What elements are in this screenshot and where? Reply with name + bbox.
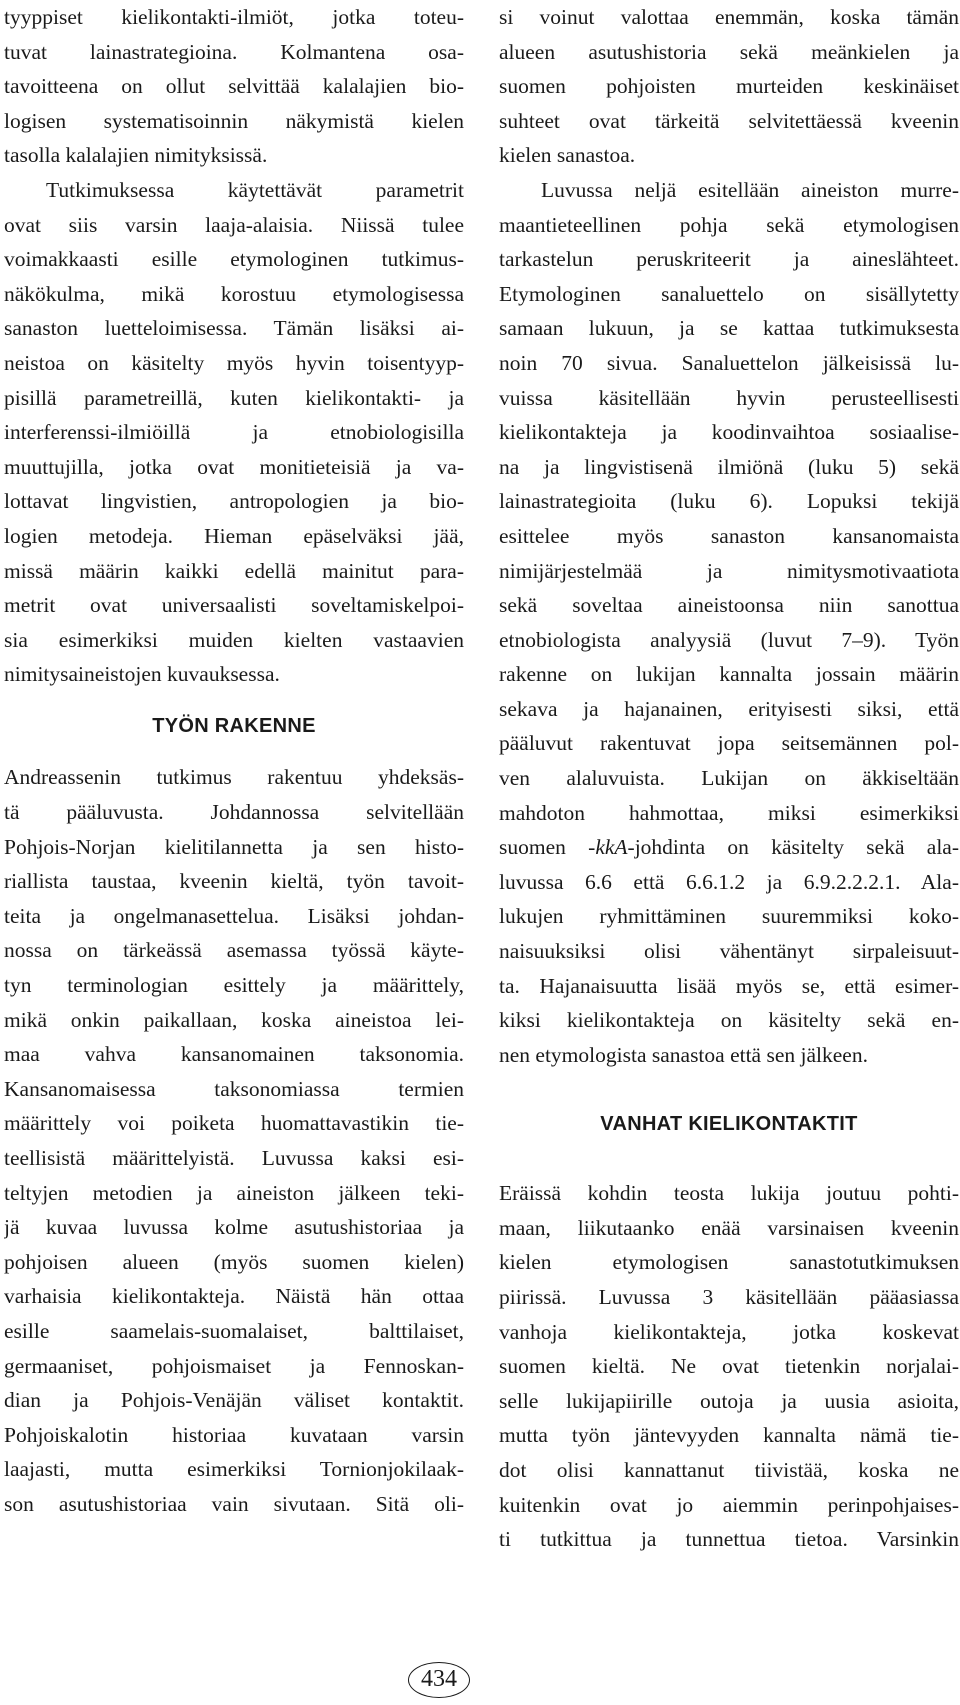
text-line: sanaston luetteloimisessa. Tämän lisäksi ai- <box>4 316 464 341</box>
text-line: maan, liikutaanko enää varsinaisen kveenin <box>499 1215 959 1240</box>
text-line: teltyjen metodien ja aineiston jälkeen teki- <box>4 1180 464 1205</box>
text-line: suomen pohjoisten murteiden keskinäiset <box>499 74 959 99</box>
text-line: ovat siis varsin laaja-alaisia. Niissä tulee <box>4 212 464 237</box>
section-heading: TYÖN RAKENNE <box>152 714 316 737</box>
text-line: metrit ovat universaalisti soveltamiskelpoi- <box>4 593 464 618</box>
text-line: sekava ja hajanainen, erityisesti siksi, että <box>499 696 959 721</box>
text-line: etnobiologista analyysiä (luvut 7–9). Työn <box>499 627 959 652</box>
text-line: lottavat lingvistien, antropologien ja bio- <box>4 489 464 514</box>
text-line: sia esimerkiksi muiden kielten vastaavien <box>4 627 464 652</box>
text-line: nimijärjestelmää ja nimitysmotivaatiota <box>499 558 959 583</box>
text-line: piirissä. Luvussa 3 käsitellään pääasiassa <box>499 1284 959 1309</box>
text-line: Pohjoiskalotin historiaa kuvataan varsin <box>4 1422 464 1447</box>
text-line: tä pääluvusta. Johdannossa selvitellään <box>4 800 464 825</box>
text-line <box>499 830 959 865</box>
text-line: missä määrin kaikki edellä mainitut para- <box>4 558 464 583</box>
text-line: kielen sanastoa. <box>499 143 636 168</box>
text-line: selle lukijapiirille outoja ja uusia asioita, <box>499 1388 959 1413</box>
text-line: tyyppiset kielikontakti-ilmiöt, jotka toteu- <box>4 5 464 29</box>
text-line: vanhoja kielikontakteja, jotka koskevat <box>499 1319 959 1344</box>
text-line: ven alaluvuista. Lukijan on äkkiseltään <box>499 766 959 791</box>
text-line: son asutushistoriaa vain sivutaan. Sitä oli- <box>4 1491 464 1516</box>
text-line: kielikontakteja ja koodinvaihtoa sosiaalise- <box>499 420 959 445</box>
right-column <box>499 0 959 1557</box>
text-segment: suomen - <box>499 835 596 860</box>
text-line: lukujen ryhmittäminen suuremmiksi koko- <box>499 904 959 929</box>
text-line: teellisistä määrittelyistä. Luvussa kaksi esi- <box>4 1146 464 1170</box>
text-line: kuitenkin ovat jo aiemmin perinpohjaises- <box>499 1492 959 1517</box>
text-line: Luvussa neljä esitellään aineiston murre- <box>541 177 959 202</box>
text-line: tasolla kalalajien nimityksissä. <box>4 143 268 168</box>
text-line: alueen asutushistoria sekä meänkielen ja <box>499 39 959 64</box>
text-line: samaan lukuun, ja se kattaa tutkimuksesta <box>499 316 959 341</box>
text-line: nimitysaineistojen kuvauksessa. <box>4 662 280 687</box>
paragraph <box>4 760 464 1521</box>
text-line: mahdoton hahmottaa, miksi esimerkiksi <box>499 800 959 825</box>
text-line: rakenne on lukijan kannalta jossain määrin <box>499 662 959 687</box>
section-heading: VANHAT KIELIKONTAKTIT <box>600 1113 858 1135</box>
text-line: Andreassenin tutkimus rakentuu yhdeksäs- <box>4 765 464 790</box>
paragraph <box>499 0 959 173</box>
left-column <box>4 0 464 1522</box>
text-line: maa vahva kansanomainen taksonomia. <box>4 1042 464 1067</box>
text-line: Tutkimuksessa käytettävät parametrit <box>46 177 464 202</box>
text-line: neistoa on käsitelty myös hyvin toisentyyp- <box>4 350 464 375</box>
paragraph <box>4 173 464 692</box>
text-line: Pohjois-Norjan kielitilannetta ja sen histo- <box>4 834 464 859</box>
text-line: interferenssi-ilmiöillä ja etnobiologisilla <box>4 420 464 445</box>
text-line: pohjoisen alueen (myös suomen kielen) <box>4 1249 464 1274</box>
text-line: varhaisia kielikontakteja. Näistä hän ottaa <box>4 1284 464 1309</box>
italic-suffix: kkA <box>595 835 628 860</box>
text-line: luvussa 6.6 että 6.6.1.2 ja 6.9.2.2.2.1. Ala- <box>499 869 959 894</box>
text-line: na ja lingvistisenä ilmiönä (luku 5) sekä <box>499 454 959 479</box>
page-number: 434 <box>408 1662 470 1698</box>
text-line: sekä soveltaa aineistoonsa niin sanottua <box>499 593 959 618</box>
text-line: nen etymologista sanastoa että sen jälkeen. <box>499 1042 868 1067</box>
text-line: lainastrategioita (luku 6). Lopuksi tekijä <box>499 489 959 514</box>
paragraph <box>4 0 464 173</box>
text-line: määrittely voi poiketa huomattavastikin tie- <box>4 1111 464 1136</box>
text-line: mikä onkin paikallaan, koska aineistoa lei- <box>4 1007 464 1032</box>
text-line: si voinut valottaa enemmän, koska tämän <box>499 5 959 29</box>
text-line: laajasti, mutta esimerkiksi Tornionjokilaak- <box>4 1457 464 1482</box>
text-segment: -johdinta on käsitelty sekä ala- <box>627 835 959 860</box>
text-line: tuvat lainastrategioina. Kolmantena osa- <box>4 39 464 64</box>
text-line: maantieteellinen pohja sekä etymologisen <box>499 212 959 237</box>
text-line: Eräissä kohdin teosta lukija joutuu pohti- <box>499 1181 959 1206</box>
text-line: pääluvut rakentuvat jopa seitsemännen pol- <box>499 731 959 756</box>
text-line: dian ja Pohjois-Venäjän väliset kontaktit. <box>4 1388 464 1413</box>
text-line: Etymologinen sanaluettelo on sisällytetty <box>499 281 959 306</box>
text-line: suhteet ovat tärkeitä selvitettäessä kveenin <box>499 108 959 133</box>
text-line: esittelee myös sanaston kansanomaista <box>499 523 959 548</box>
text-line: dot olisi kannattanut tiivistää, koska ne <box>499 1457 959 1482</box>
text-line: riallista taustaa, kveenin kieltä, työn tavoit- <box>4 869 464 894</box>
text-line: vuissa käsitellään hyvin perusteellisesti <box>499 385 959 410</box>
text-line: tarkastelun peruskriteerit ja aineslähteet. <box>499 247 959 272</box>
paragraph <box>499 1176 959 1557</box>
text-line: nossa on tärkeässä asemassa työssä käyte- <box>4 938 464 963</box>
text-line: kiksi kielikontakteja on käsitelty sekä en- <box>499 1008 959 1033</box>
text-line: logien metodeja. Hieman epäselväksi jää, <box>4 523 464 548</box>
text-line: suomen kieltä. Ne ovat tietenkin norjalai- <box>499 1354 959 1379</box>
text-line: tyn terminologian esittely ja määrittely, <box>4 973 464 998</box>
text-line: mutta työn jäntevyyden kannalta nämä tie- <box>499 1423 959 1448</box>
text-line: voimakkaasti esille etymologinen tutkimus- <box>4 247 464 272</box>
text-line: naisuuksiksi olisi vähentänyt sirpaleisuut- <box>499 939 959 964</box>
text-line: ta. Hajanaisuutta lisää myös se, että esimer- <box>499 973 959 998</box>
text-line: pisillä parametreillä, kuten kielikontakti- ja <box>4 385 464 410</box>
text-line: muuttujilla, jotka ovat monitieteisiä ja va- <box>4 454 464 479</box>
paragraph <box>499 173 959 1072</box>
text-line: noin 70 sivua. Sanaluettelon jälkeisissä lu- <box>499 350 959 375</box>
text-line: jä kuvaa luvussa kolme asutushistoriaa ja <box>4 1215 464 1240</box>
text-line: näkökulma, mikä korostuu etymologisessa <box>4 281 464 306</box>
text-line: tavoitteena on ollut selvittää kalalajien bio- <box>4 74 464 99</box>
text-line: teita ja ongelmanasettelua. Lisäksi johdan- <box>4 903 464 928</box>
text-line: esille saamelais-suomalaiset, balttilaiset, <box>4 1318 464 1343</box>
text-line: ti tutkittua ja tunnettua tietoa. Varsinkin <box>499 1527 959 1552</box>
text-line: logisen systematisoinnin näkymistä kielen <box>4 108 464 133</box>
text-line: kielen etymologisen sanastotutkimuksen <box>499 1250 959 1275</box>
text-line: germaaniset, pohjoismaiset ja Fennoskan- <box>4 1353 464 1378</box>
text-line: Kansanomaisessa taksonomiassa termien <box>4 1076 464 1101</box>
